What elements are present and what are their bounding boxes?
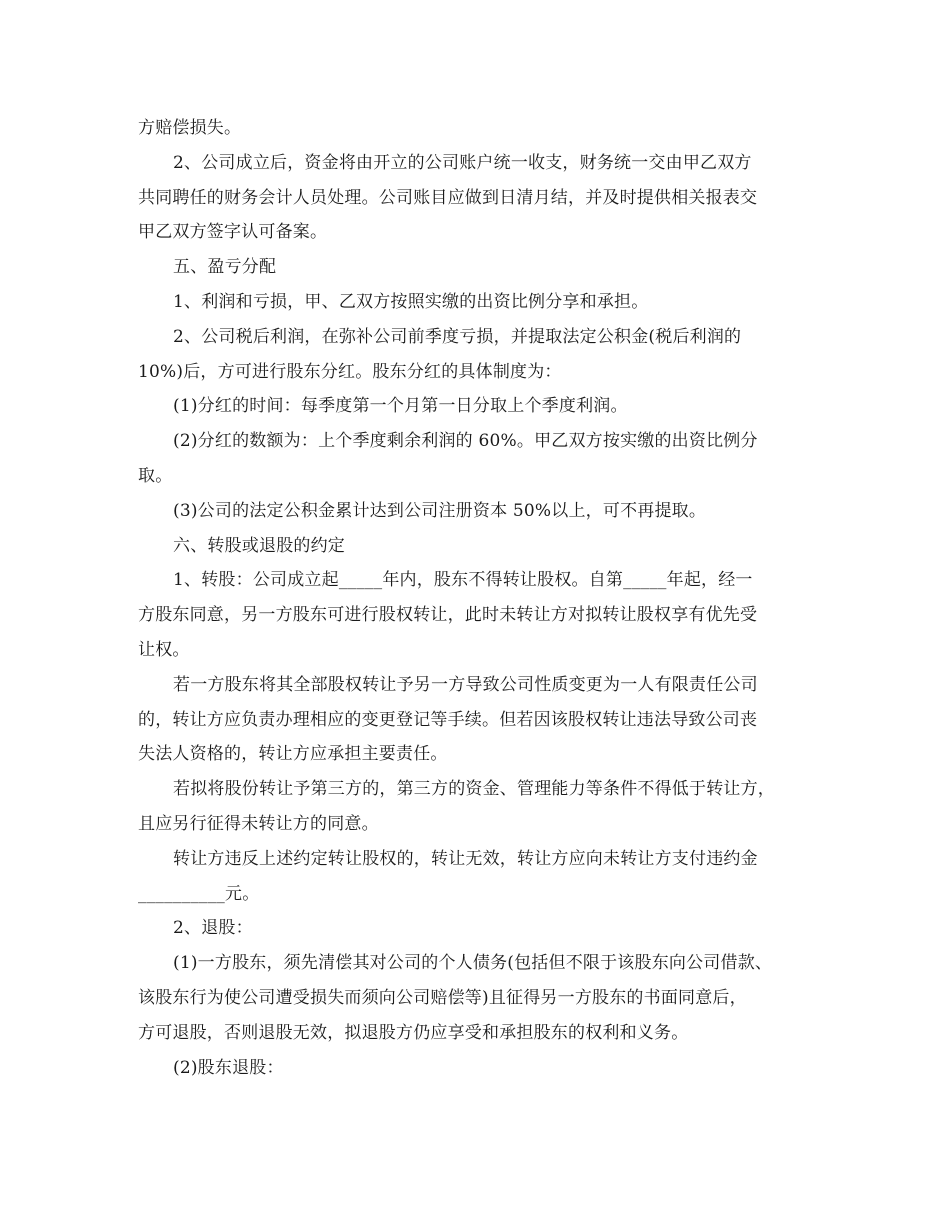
section-heading: 五、盈亏分配 (173, 257, 277, 278)
text-line: 让权。 (138, 639, 190, 660)
text-line: __________元。 (138, 883, 260, 904)
text-line: 转让方违反上述约定转让股权的，转让无效，转让方应向未转让方支付违约金 (173, 848, 758, 869)
text-line: 方股东同意，另一方股东可进行股权转让，此时未转让方对拟转让股权享有优先受 (138, 605, 758, 626)
text-line: 甲乙双方签字认可备案。 (138, 222, 328, 243)
text-line: (1)一方股东，须先清偿其对公司的个人债务(包括但不限于该股东向公司借款、 (173, 953, 773, 974)
text-line: 方赔偿损失。 (138, 118, 242, 138)
text-line: (1)分红的时间：每季度第一个月第一日分取上个季度利润。 (173, 396, 628, 417)
text-line: 2、退股： (173, 918, 253, 939)
text-line: 若拟将股份转让予第三方的，第三方的资金、管理能力等条件不得低于转让方， (173, 779, 775, 800)
text-line: 方可退股，否则退股无效，拟退股方仍应享受和承担股东的权利和义务。 (138, 1022, 689, 1043)
text-line: 2、公司税后利润，在弥补公司前季度亏损，并提取法定公积金(税后利润的 (173, 326, 742, 347)
text-line: 若一方股东将其全部股权转让予另一方导致公司性质变更为一人有限责任公司 (173, 674, 758, 695)
text-line: 取。 (138, 465, 173, 486)
text-line: (2)分红的数额为：上个季度剩余利润的 60%。甲乙双方按实缴的出资比例分 (173, 431, 758, 452)
text-line: 共同聘任的财务会计人员处理。公司账目应做到日清月结，并及时提供相关报表交 (138, 187, 758, 208)
text-line: 2、公司成立后，资金将由开立的公司账户统一收支，财务统一交由甲乙双方 (173, 152, 752, 173)
text-line: 该股东行为使公司遭受损失而须向公司赔偿等)且征得另一方股东的书面同意后， (138, 987, 747, 1008)
text-line: 1、利润和亏损，甲、乙双方按照实缴的出资比例分享和承担。 (173, 291, 649, 312)
section-heading: 六、转股或退股的约定 (173, 535, 345, 556)
text-line: (2)股东退股： (173, 1057, 284, 1078)
text-line: 且应另行征得未转让方的同意。 (138, 813, 379, 834)
text-line: 1、转股：公司成立起_____年内，股东不得转让股权。自第_____年起，经一 (173, 570, 753, 591)
text-line: (3)公司的法定公积金累计达到公司注册资本 50%以上，可不再提取。 (173, 500, 707, 521)
document-body (138, 111, 818, 1085)
text-line: 失法人资格的，转让方应承担主要责任。 (138, 744, 448, 765)
text-line: 的，转让方应负责办理相应的变更登记等手续。但若因该股权转让违法导致公司丧 (138, 709, 758, 730)
text-line: 10%)后，方可进行股东分红。股东分红的具体制度为： (138, 361, 562, 382)
